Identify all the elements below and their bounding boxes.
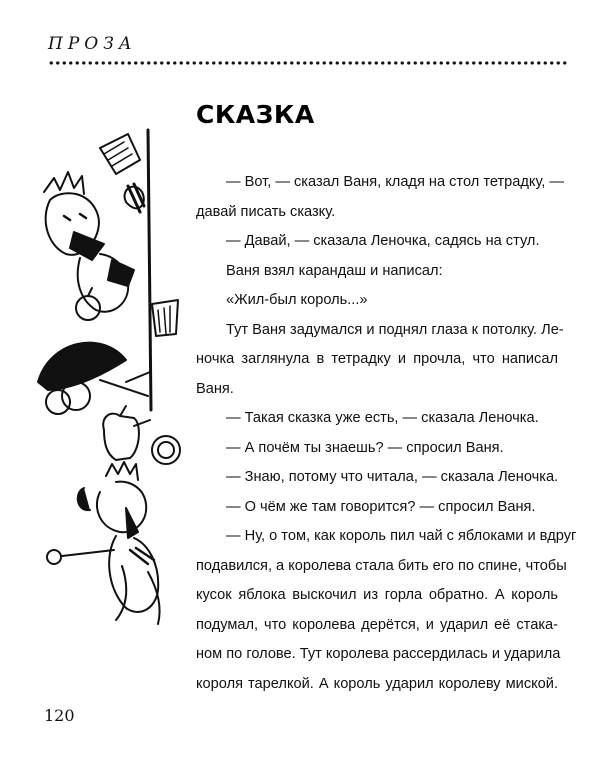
text-line: кусок яблока выскочил из горла обратно. А король [196, 587, 558, 603]
text-line: — Ну, о том, как король пил чай с яблоками и вдруг [226, 528, 577, 544]
story-text [196, 168, 577, 699]
text-line: ном по голове. Тут королева рассердилась и ударила [196, 646, 561, 662]
text-line: давай писать сказку. [196, 203, 336, 220]
text-line: — А почём ты знаешь? — спросил Ваня. [226, 439, 504, 456]
text-line: ночка заглянула в тетрадку и прочла, что написал [196, 351, 558, 367]
text-line: «Жил-был король...» [226, 292, 368, 308]
table-edge [148, 130, 151, 410]
queen-head [97, 482, 146, 532]
text-line: подавился, а королева стала бить его по спине, чтобы [196, 557, 567, 574]
story-title: СКАЗКА [196, 100, 315, 129]
text-line: подумал, что королева дерётся, и ударил её стака- [196, 616, 558, 633]
teapot [103, 414, 139, 460]
text-line: — Давай, — сказала Леночка, садясь на стул. [226, 233, 540, 249]
apple [76, 296, 100, 320]
text-line: короля тарелкой. А король ударил королеву миской. [196, 675, 558, 692]
king-crown [44, 172, 84, 194]
text-line: Ваня. [196, 380, 234, 397]
text-line: — Знаю, потому что читала, — сказала Леночка. [226, 469, 559, 485]
text-line: — Вот, — сказал Ваня, кладя на стол тетрадку, — [226, 174, 564, 190]
section-label: ПРОЗА [48, 34, 137, 54]
text-line: Тут Ваня задумался и поднял глаза к потолку. Ле- [226, 321, 564, 338]
dotted-divider [48, 61, 568, 65]
king-and-queen-illustration [30, 120, 190, 640]
queen-crown [106, 462, 138, 480]
text-line: — О чём же там говорится? — спросил Ваня. [226, 498, 536, 515]
text-line: Ваня взял карандаш и написал: [226, 262, 443, 279]
page-number: 120 [44, 706, 75, 725]
text-line: — Такая сказка уже есть, — сказала Леночка. [226, 410, 539, 426]
spoon [62, 550, 114, 556]
bottle [100, 134, 140, 174]
